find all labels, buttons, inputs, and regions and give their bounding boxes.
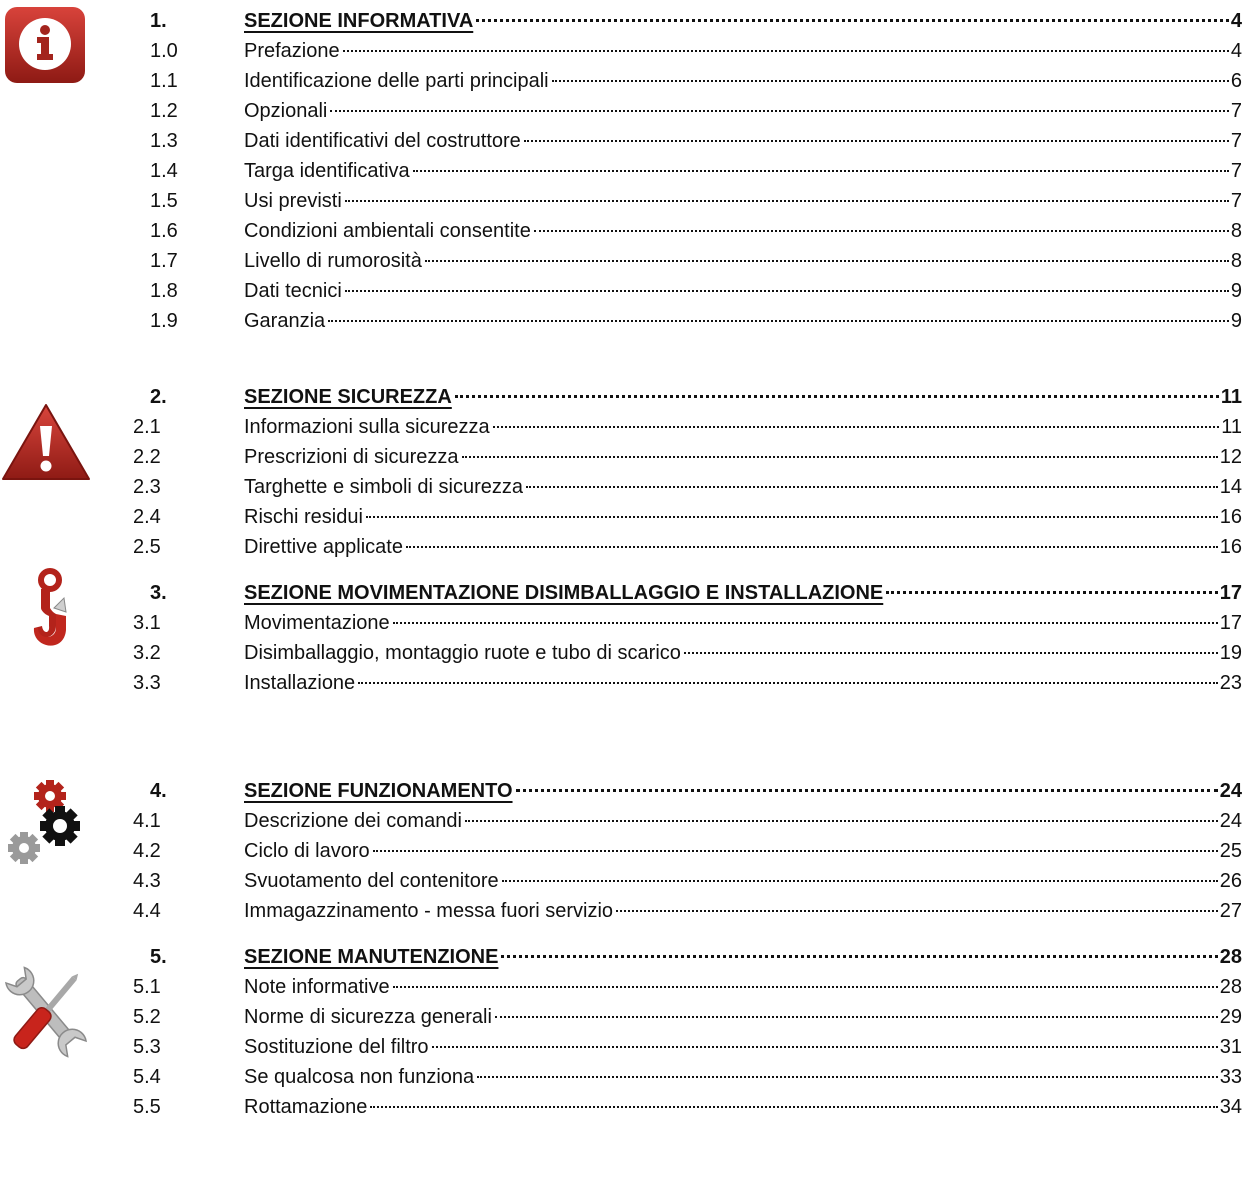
toc-item-1-0	[0, 36, 1258, 66]
item-number: 2.1	[133, 416, 161, 438]
page-number: 11	[1220, 386, 1242, 408]
page-number: 24	[1219, 810, 1242, 832]
toc-item-2-3	[0, 472, 1258, 502]
item-number: 5.5	[133, 1096, 161, 1118]
toc-item-4-1	[0, 806, 1258, 836]
item-title: Garanzia	[244, 310, 326, 332]
item-number: 4.4	[133, 900, 161, 922]
item-title: Usi previsti	[244, 190, 342, 212]
page-number: 31	[1219, 1036, 1242, 1058]
item-number: 1.6	[150, 220, 178, 242]
section-number: 1.	[150, 10, 167, 32]
page-number: 26	[1219, 870, 1242, 892]
toc-section-5-heading	[0, 942, 1258, 972]
section-title: SEZIONE SICUREZZA	[244, 386, 452, 408]
page-number: 7	[1230, 130, 1242, 152]
item-title: Informazioni sulla sicurezza	[244, 416, 490, 438]
item-title: Rottamazione	[244, 1096, 368, 1118]
item-title: Norme di sicurezza generali	[244, 1006, 492, 1028]
page-number: 11	[1221, 416, 1242, 438]
item-number: 5.4	[133, 1066, 161, 1088]
item-title: Prescrizioni di sicurezza	[244, 446, 459, 468]
toc-item-5-1	[0, 972, 1258, 1002]
toc-item-4-2	[0, 836, 1258, 866]
toc-item-2-4	[0, 502, 1258, 532]
page-number: 6	[1230, 70, 1242, 92]
item-title: Targa identificativa	[244, 160, 410, 182]
toc-item-5-5	[0, 1092, 1258, 1122]
page-number: 8	[1230, 220, 1242, 242]
toc-item-2-2	[0, 442, 1258, 472]
toc-item-1-6	[0, 216, 1258, 246]
item-number: 1.4	[150, 160, 178, 182]
page-number: 14	[1219, 476, 1242, 498]
item-title: Livello di rumorosità	[244, 250, 422, 272]
item-number: 5.1	[133, 976, 161, 998]
page-number: 17	[1219, 582, 1242, 604]
page-number: 28	[1219, 976, 1242, 998]
page-number: 28	[1219, 946, 1242, 968]
toc-item-5-3	[0, 1032, 1258, 1062]
page-number: 7	[1230, 160, 1242, 182]
toc-item-3-3	[0, 668, 1258, 698]
page-number: 19	[1219, 642, 1242, 664]
item-number: 2.5	[133, 536, 161, 558]
page-number: 17	[1219, 612, 1242, 634]
toc-item-1-3	[0, 126, 1258, 156]
toc-section-2-heading	[0, 382, 1258, 412]
page-number: 25	[1219, 840, 1242, 862]
item-number: 2.3	[133, 476, 161, 498]
item-title: Dati identificativi del costruttore	[244, 130, 521, 152]
item-title: Se qualcosa non funziona	[244, 1066, 475, 1088]
item-title: Dati tecnici	[244, 280, 342, 302]
item-number: 3.3	[133, 672, 161, 694]
toc-item-1-2	[0, 96, 1258, 126]
toc-section-4-heading	[0, 776, 1258, 806]
item-number: 5.2	[133, 1006, 161, 1028]
toc-item-5-2	[0, 1002, 1258, 1032]
section-number: 2.	[150, 386, 167, 408]
toc-item-2-5	[0, 532, 1258, 562]
item-number: 1.2	[150, 100, 178, 122]
item-title: Direttive applicate	[244, 536, 403, 558]
item-number: 1.1	[150, 70, 178, 92]
item-title: Movimentazione	[244, 612, 390, 634]
item-number: 2.2	[133, 446, 161, 468]
toc-section-1-heading	[0, 6, 1258, 36]
page-number: 24	[1219, 780, 1242, 802]
page-number: 4	[1230, 10, 1242, 32]
page-number: 27	[1219, 900, 1242, 922]
section-number: 4.	[150, 780, 167, 802]
item-number: 1.9	[150, 310, 178, 332]
page-number: 9	[1230, 280, 1242, 302]
item-title: Descrizione dei comandi	[244, 810, 462, 832]
toc-item-1-8	[0, 276, 1258, 306]
item-number: 5.3	[133, 1036, 161, 1058]
page-number: 29	[1219, 1006, 1242, 1028]
item-number: 3.2	[133, 642, 161, 664]
item-title: Targhette e simboli di sicurezza	[244, 476, 524, 498]
item-number: 1.5	[150, 190, 178, 212]
toc-item-1-4	[0, 156, 1258, 186]
item-number: 1.7	[150, 250, 178, 272]
item-title: Condizioni ambientali consentite	[244, 220, 531, 242]
item-title: Disimballaggio, montaggio ruote e tubo di scarico	[244, 642, 681, 664]
page-number: 12	[1219, 446, 1242, 468]
section-title: SEZIONE FUNZIONAMENTO	[244, 780, 513, 802]
toc-item-2-1	[0, 412, 1258, 442]
toc-item-4-3	[0, 866, 1258, 896]
toc-item-3-2	[0, 638, 1258, 668]
item-title: Identificazione delle parti principali	[244, 70, 549, 92]
section-number: 3.	[150, 582, 167, 604]
page-number: 23	[1219, 672, 1242, 694]
section-title: SEZIONE INFORMATIVA	[244, 10, 474, 32]
item-number: 3.1	[133, 612, 161, 634]
toc-item-1-1	[0, 66, 1258, 96]
toc-item-5-4	[0, 1062, 1258, 1092]
item-number: 1.0	[150, 40, 178, 62]
section-title: SEZIONE MOVIMENTAZIONE DISIMBALLAGGIO E INSTALLAZIONE	[244, 582, 884, 604]
item-title: Immagazzinamento - messa fuori servizio	[244, 900, 614, 922]
toc-item-1-5	[0, 186, 1258, 216]
item-number: 1.3	[150, 130, 178, 152]
page-number: 8	[1230, 250, 1242, 272]
item-title: Opzionali	[244, 100, 328, 122]
toc-item-4-4	[0, 896, 1258, 926]
item-number: 4.3	[133, 870, 161, 892]
page-number: 7	[1230, 100, 1242, 122]
item-title: Sostituzione del filtro	[244, 1036, 429, 1058]
section-title: SEZIONE MANUTENZIONE	[244, 946, 499, 968]
item-title: Rischi residui	[244, 506, 363, 528]
toc-section-3-heading	[0, 578, 1258, 608]
item-number: 1.8	[150, 280, 178, 302]
page-number: 34	[1219, 1096, 1242, 1118]
item-number: 4.2	[133, 840, 161, 862]
page-number: 16	[1219, 536, 1242, 558]
item-title: Prefazione	[244, 40, 340, 62]
page-number: 4	[1230, 40, 1242, 62]
item-title: Ciclo di lavoro	[244, 840, 370, 862]
toc-item-1-9	[0, 306, 1258, 336]
toc-item-3-1	[0, 608, 1258, 638]
item-title: Note informative	[244, 976, 390, 998]
page-number: 7	[1230, 190, 1242, 212]
item-title: Svuotamento del contenitore	[244, 870, 499, 892]
page-number: 16	[1219, 506, 1242, 528]
toc-item-1-7	[0, 246, 1258, 276]
page-number: 9	[1230, 310, 1242, 332]
item-number: 4.1	[133, 810, 161, 832]
item-number: 2.4	[133, 506, 161, 528]
section-number: 5.	[150, 946, 167, 968]
page-number: 33	[1219, 1066, 1242, 1088]
item-title: Installazione	[244, 672, 356, 694]
